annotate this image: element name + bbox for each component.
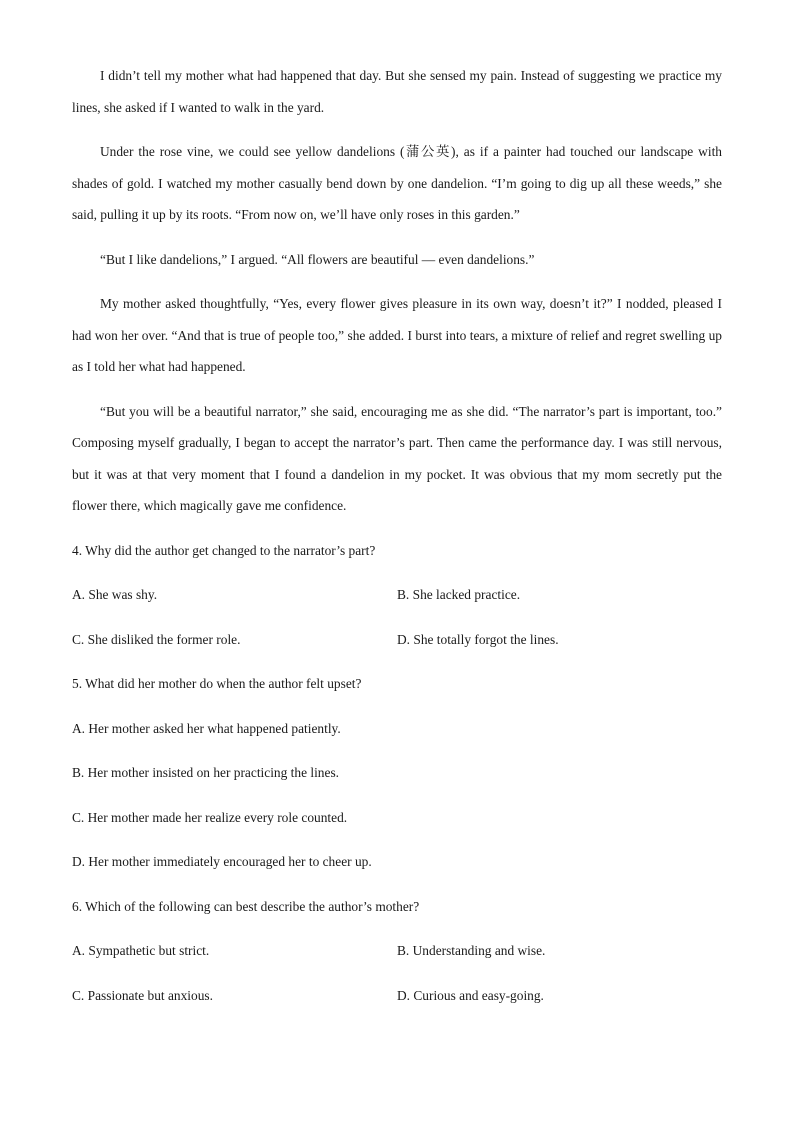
option-b: B. Understanding and wise. [397,943,546,958]
passage-paragraph-2: Under the rose vine, we could see yellow dandelions (蒲公英), as if a painter had touched our landscape with shades of gold. I watched my mother casually bend down by one dandelion. “I’m going to dig up all these weeds,” she said, pulling it up by its roots. “From now on, we’ll have only roses in this garden.” [72,144,722,222]
option-row [72,980,722,1012]
passage-paragraph-1: I didn’t tell my mother what had happened that day. But she sensed my pain. Instead of suggesting we practice my lines, she asked if I wanted to walk in the yard. [72,68,722,115]
option-d: D. Her mother immediately encouraged her to cheer up. [72,854,372,869]
question-4 [72,535,722,656]
option-d: D. Curious and easy-going. [397,987,544,1003]
option-row [72,935,722,967]
option-c: C. Passionate but anxious. [72,987,213,1003]
option-a: A. She was shy. [72,587,158,602]
option-a: A. Her mother asked her what happened patiently. [72,720,341,736]
passage-paragraph-3: “But I like dandelions,” I argued. “All flowers are beautiful — even dandelions.” [100,251,535,267]
option-a: A. Sympathetic but strict. [72,943,210,958]
option-row [72,579,722,611]
question-stem: 5. What did her mother do when the author felt upset? [72,676,362,691]
question-5 [72,668,722,878]
question-6 [72,891,722,1012]
option-b: B. She lacked practice. [397,587,521,602]
option-b: B. Her mother insisted on her practicing the lines. [72,765,340,780]
page-content [72,60,722,1024]
option-row [72,624,722,656]
question-stem: 4. Why did the author get changed to the narrator’s part? [72,542,376,558]
passage-paragraph-5: “But you will be a beautiful narrator,” she said, encouraging me as she did. “The narrator’s part is important, too.” Composing myself gradually, I began to accept the narrator’s part. Then came the performance day. I was still nervous, but it was at that very moment that I found a dandelion in my pocket. It was obvious that my mom secretly put the flower there, which magically gave me confidence. [72,403,722,513]
option-c: C. Her mother made her realize every role counted. [72,809,348,825]
question-stem: 6. Which of the following can best describe the author’s mother? [72,898,420,914]
option-d: D. She totally forgot the lines. [397,631,559,647]
option-c: C. She disliked the former role. [72,631,241,647]
passage-paragraph-4: My mother asked thoughtfully, “Yes, every flower gives pleasure in its own way, doesn’t it?” I nodded, pleased I had won her over. “And that is true of people too,” she added. I burst into tears, a mixture of relief and regret swelling up as I told her what had happened. [72,296,722,374]
